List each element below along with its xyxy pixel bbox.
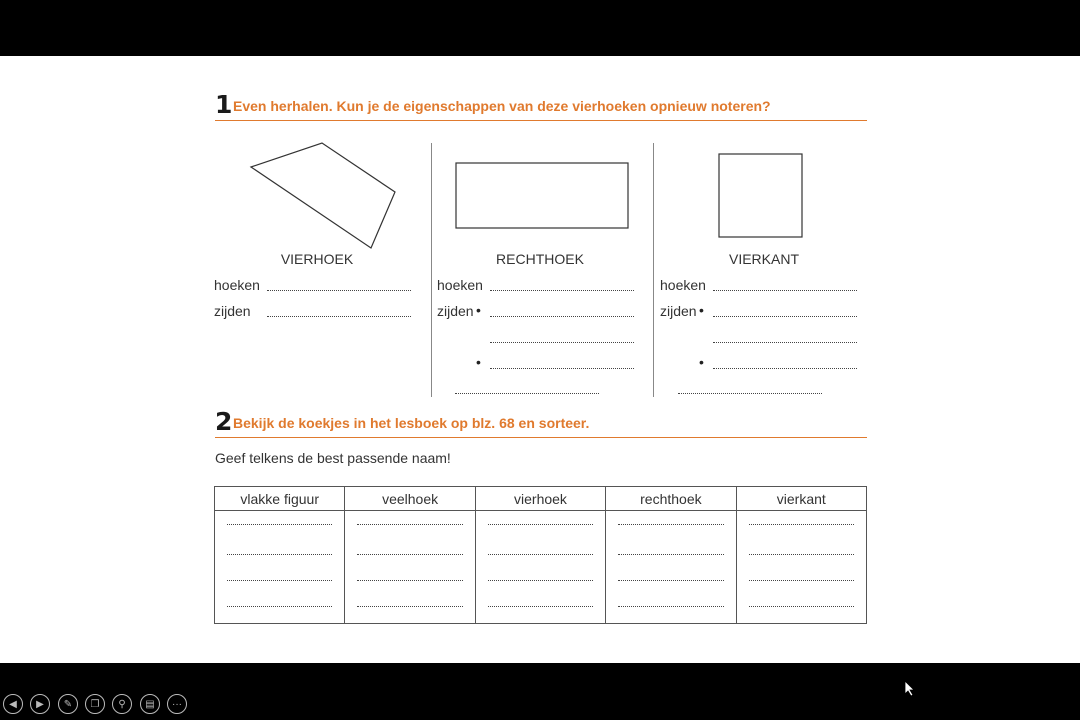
answer-line	[227, 524, 332, 525]
answer-cell[interactable]	[736, 511, 866, 542]
field-zijden-3: zijden	[660, 303, 697, 319]
column-header: rechthoek	[606, 487, 736, 511]
answer-line	[227, 606, 332, 607]
column-header: vlakke figuur	[215, 487, 345, 511]
column-header: veelhoek	[345, 487, 475, 511]
table-row	[215, 511, 867, 542]
answer-line	[749, 524, 854, 525]
answer-line	[357, 524, 462, 525]
answer-line	[749, 580, 854, 581]
column-header: vierhoek	[475, 487, 605, 511]
answer-line	[488, 606, 593, 607]
exercise-2-instruction: Geef telkens de best passende naam!	[215, 450, 451, 466]
zoom-icon[interactable]: ⚲	[112, 694, 132, 714]
field-zijden-1: zijden	[214, 303, 251, 319]
answer-cell[interactable]	[606, 511, 736, 542]
answer-line[interactable]	[490, 342, 634, 343]
sort-table	[214, 486, 867, 624]
answer-cell[interactable]	[215, 593, 345, 624]
answer-line[interactable]	[490, 316, 634, 317]
answer-cell[interactable]	[736, 593, 866, 624]
answer-line[interactable]	[267, 316, 411, 317]
exercise-2-header	[215, 409, 867, 438]
answer-line	[227, 554, 332, 555]
answer-line[interactable]	[455, 393, 599, 394]
table-row	[215, 593, 867, 624]
answer-cell[interactable]	[475, 511, 605, 542]
sort-table-body	[215, 511, 867, 624]
answer-line	[618, 606, 723, 607]
answer-cell[interactable]	[736, 567, 866, 593]
square-shape	[719, 154, 802, 237]
answer-line	[357, 606, 462, 607]
play-icon[interactable]: ▶	[30, 694, 50, 714]
field-zijden-2: zijden	[437, 303, 474, 319]
answer-cell[interactable]	[475, 593, 605, 624]
answer-line	[618, 524, 723, 525]
answer-cell[interactable]	[345, 567, 475, 593]
answer-cell[interactable]	[475, 541, 605, 567]
answer-line	[488, 524, 593, 525]
copy-icon[interactable]: ❐	[85, 694, 105, 714]
quadrilateral-shape	[251, 143, 395, 248]
table-row	[215, 567, 867, 593]
table-row	[215, 541, 867, 567]
answer-cell[interactable]	[215, 567, 345, 593]
exercise-2-title: Bekijk de koekjes in het lesboek op blz. 68 en sorteer.	[233, 415, 590, 431]
subtitles-icon[interactable]: ▤	[140, 694, 160, 714]
exercise-1-number: 1	[215, 90, 233, 119]
answer-line	[357, 554, 462, 555]
answer-line	[618, 580, 723, 581]
answer-line	[227, 580, 332, 581]
answer-line	[357, 580, 462, 581]
answer-cell[interactable]	[215, 541, 345, 567]
column-header: vierkant	[736, 487, 866, 511]
bullet: •	[699, 302, 704, 318]
bullet: •	[699, 354, 704, 370]
prev-icon[interactable]: ◀	[3, 694, 23, 714]
answer-cell[interactable]	[606, 593, 736, 624]
answer-line	[488, 580, 593, 581]
answer-cell[interactable]	[606, 567, 736, 593]
cursor-icon	[905, 681, 917, 697]
label-vierhoek: VIERHOEK	[280, 251, 354, 267]
answer-cell[interactable]	[475, 567, 605, 593]
answer-cell[interactable]	[345, 511, 475, 542]
answer-line[interactable]	[713, 290, 857, 291]
pen-icon[interactable]: ✎	[58, 694, 78, 714]
answer-line[interactable]	[267, 290, 411, 291]
label-rechthoek: RECHTHOEK	[496, 251, 584, 267]
column-divider-1	[431, 143, 432, 397]
answer-cell[interactable]	[345, 541, 475, 567]
answer-cell[interactable]	[606, 541, 736, 567]
answer-cell[interactable]	[345, 593, 475, 624]
answer-line[interactable]	[490, 290, 634, 291]
label-vierkant: VIERKANT	[728, 251, 799, 267]
field-hoeken-2: hoeken	[437, 277, 483, 293]
slide	[0, 56, 1080, 710]
exercise-2-number: 2	[215, 407, 233, 436]
answer-cell[interactable]	[215, 511, 345, 542]
answer-line[interactable]	[713, 342, 857, 343]
answer-line	[749, 606, 854, 607]
answer-line[interactable]	[713, 368, 857, 369]
answer-line	[618, 554, 723, 555]
field-hoeken-3: hoeken	[660, 277, 706, 293]
more-icon[interactable]: ···	[167, 694, 187, 714]
field-hoeken-1: hoeken	[214, 277, 260, 293]
rectangle-shape	[456, 163, 628, 228]
answer-line[interactable]	[713, 316, 857, 317]
answer-line	[488, 554, 593, 555]
bullet: •	[476, 354, 481, 370]
bullet: •	[476, 302, 481, 318]
answer-line[interactable]	[490, 368, 634, 369]
column-divider-2	[653, 143, 654, 397]
exercise-1-title: Even herhalen. Kun je de eigenschappen van deze vierhoeken opnieuw noteren?	[233, 98, 771, 114]
answer-cell[interactable]	[736, 541, 866, 567]
answer-line	[749, 554, 854, 555]
answer-line[interactable]	[678, 393, 822, 394]
